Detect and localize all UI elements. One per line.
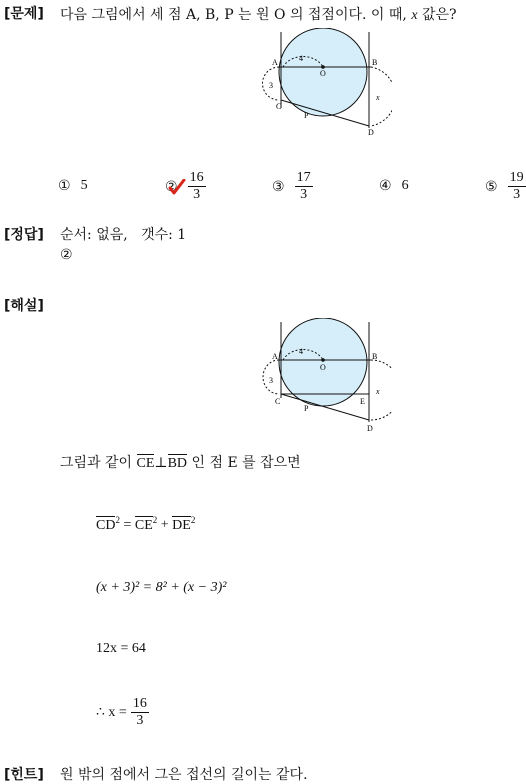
- exp-label-o: O: [320, 363, 326, 372]
- sentence-post: 인 점 E 를 잡으면: [187, 455, 301, 471]
- eq1-cd: CD: [96, 517, 116, 533]
- answer-line2: ②: [60, 247, 73, 263]
- question-variable: x: [411, 8, 418, 23]
- explanation-label: [해설]: [4, 298, 44, 314]
- exp-label-4: 4: [299, 347, 303, 356]
- choice-5-fraction: $\frac{19}{3}$: [509, 170, 524, 202]
- question-text: [60, 4, 457, 24]
- label-o: O: [320, 69, 326, 78]
- question-end: 값은?: [417, 7, 457, 23]
- question-label: [문제]: [4, 6, 44, 22]
- exp-label-d: D: [367, 424, 373, 433]
- choice-5-number: ⑤: [485, 178, 498, 195]
- label-c: C: [276, 102, 282, 111]
- eq1-exp-2: 2: [152, 515, 158, 525]
- explanation-figure: [262, 318, 392, 434]
- exp-label-x: x: [376, 387, 380, 396]
- eq1-exp-3: 2: [190, 515, 196, 525]
- exp-label-a: A: [272, 352, 278, 361]
- equation-4: [96, 696, 149, 729]
- eq1-de: DE: [172, 517, 191, 533]
- exp-label-p: P: [304, 404, 309, 413]
- eq1-equals: =: [123, 517, 132, 533]
- question-body: 다음 그림에서 세 점 A, B, P 는 원 O 의 접점이다. 이 때,: [60, 7, 412, 23]
- choice-1-number: ①: [58, 178, 71, 194]
- exp-label-b: B: [372, 352, 378, 361]
- eq4-pre: ∴ x =: [96, 705, 127, 720]
- label-p: P: [304, 111, 309, 120]
- choice-2[interactable]: [165, 170, 206, 203]
- eq4-fraction: $\frac{16}{3}$: [132, 696, 147, 728]
- segment-ce: CE: [136, 456, 155, 471]
- label-3: 3: [269, 81, 273, 90]
- choice-2-fraction: $\frac{16}{3}$: [189, 170, 204, 202]
- eq1-plus: +: [160, 517, 169, 533]
- hint-label: [힌트]: [4, 767, 44, 783]
- choice-1[interactable]: [58, 178, 88, 194]
- label-b: B: [372, 58, 378, 67]
- explanation-sentence: [60, 452, 301, 472]
- label-4: 4: [299, 54, 303, 63]
- question-figure: [262, 28, 392, 140]
- equation-1: [96, 515, 195, 534]
- choice-5[interactable]: [485, 170, 526, 203]
- choice-4-value: 6: [401, 178, 409, 193]
- check-icon: [168, 179, 186, 195]
- choice-3-number: ③: [272, 178, 285, 195]
- choice-4-number: ④: [379, 178, 392, 194]
- exp-label-c: C: [275, 397, 281, 406]
- choice-3-fraction: $\frac{17}{3}$: [296, 170, 311, 202]
- equation-2: (x + 3)² = 8² + (x − 3)²: [96, 580, 227, 595]
- choice-4[interactable]: [379, 178, 409, 194]
- hint-text: 원 밖의 점에서 그은 접선의 길이는 같다.: [60, 767, 308, 783]
- choice-3[interactable]: [272, 170, 313, 203]
- eq1-exp-1: 2: [115, 515, 120, 525]
- exp-label-3: 3: [269, 376, 273, 385]
- answer-line1: 순서: 없음, 갯수: 1: [60, 227, 187, 243]
- choice-1-value: 5: [80, 178, 88, 193]
- label-x: x: [376, 93, 380, 102]
- eq1-ce: CE: [134, 517, 153, 533]
- choice-2-number-text: ②: [165, 178, 178, 195]
- equation-3: 12x = 64: [96, 641, 146, 656]
- label-d: D: [368, 128, 374, 137]
- choice-2-number: [165, 179, 178, 195]
- segment-bd: BD: [167, 456, 188, 471]
- answer-label: [정답]: [4, 227, 44, 243]
- perp-symbol: ⊥: [154, 456, 168, 471]
- sentence-pre: 그림과 같이: [60, 455, 137, 471]
- exp-label-e: E: [360, 397, 365, 406]
- label-a: A: [272, 58, 278, 67]
